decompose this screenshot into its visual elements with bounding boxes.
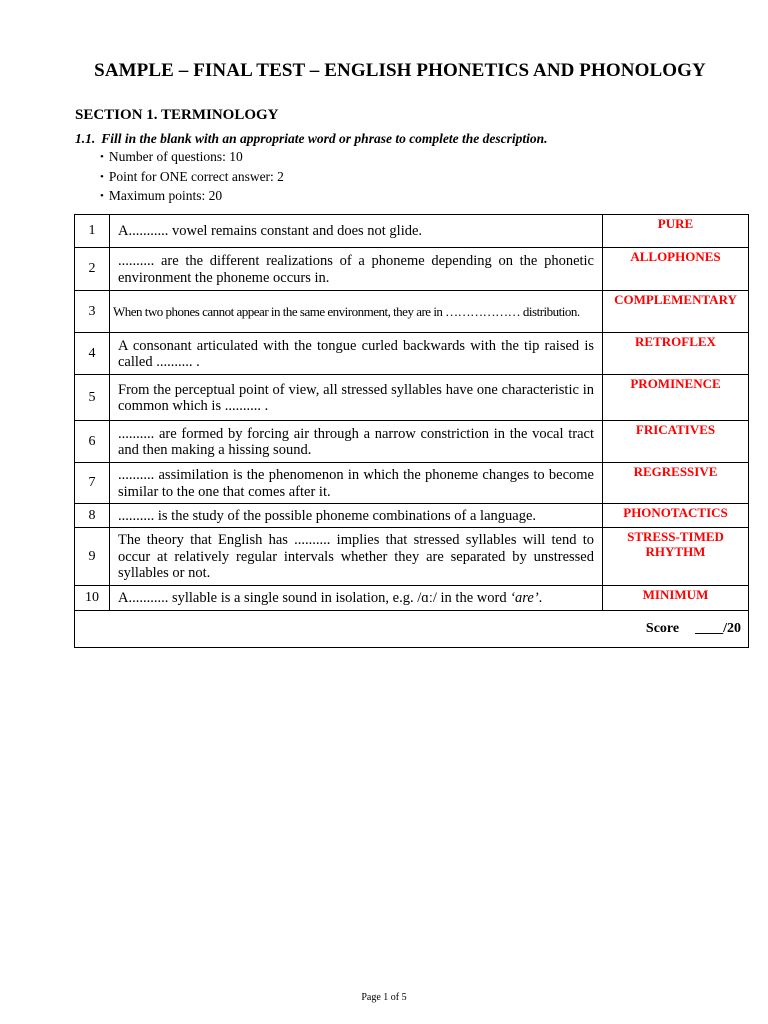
info-item-question-count: • Number of questions: 10	[100, 148, 284, 168]
answer-text: FRICATIVES	[603, 421, 749, 463]
answer-text: ALLOPHONES	[603, 248, 749, 291]
answer-text: COMPLEMENTARY	[603, 291, 749, 333]
question-number: 5	[75, 375, 110, 421]
table-row	[75, 528, 749, 586]
table-row	[75, 504, 749, 528]
section-heading: SECTION 1. TERMINOLOGY	[75, 107, 279, 123]
answer-text: PHONOTACTICS	[603, 504, 749, 528]
question-number: 4	[75, 333, 110, 375]
question-text: A consonant articulated with the tongue curled backwards with the tip raised is called .......... .	[110, 333, 603, 375]
info-item-max-points: • Maximum points: 20	[100, 187, 284, 207]
question-text: .......... are formed by forcing air through a narrow constriction in the vocal tract and then making a hissing sound.	[110, 421, 603, 463]
table-row	[75, 291, 749, 333]
question-text-italic: ‘are’	[510, 590, 539, 607]
table-row	[75, 333, 749, 375]
question-info-list	[100, 148, 284, 207]
question-text: From the perceptual point of view, all stressed syllables have one characteristic in common which is .......... .	[110, 375, 603, 421]
table-row	[75, 375, 749, 421]
info-item-points-per-answer: • Point for ONE correct answer: 2	[100, 168, 284, 188]
instruction-number: 1.1.	[75, 131, 96, 146]
question-number: 1	[75, 215, 110, 248]
question-number: 6	[75, 421, 110, 463]
page-footer: Page 1 of 5	[361, 992, 407, 1003]
table-row	[75, 463, 749, 504]
question-text: .......... are the different realizations of a phoneme depending on the phonetic environment the phoneme occurs in.	[110, 248, 603, 291]
question-number: 2	[75, 248, 110, 291]
table-row	[75, 586, 749, 611]
question-text: When two phones cannot appear in the same environment, they are in ……………… distribution.	[110, 291, 603, 333]
table-row	[75, 421, 749, 463]
score-value: ____/20	[695, 621, 741, 636]
instruction	[75, 131, 548, 147]
question-text: .......... assimilation is the phenomenon in which the phoneme changes to become similar to the one that comes after it.	[110, 463, 603, 504]
answer-text: PURE	[603, 215, 749, 248]
question-number: 8	[75, 504, 110, 528]
question-number: 3	[75, 291, 110, 333]
document-title: SAMPLE – FINAL TEST – ENGLISH PHONETICS AND PHONOLOGY	[94, 60, 706, 81]
answer-text: PROMINENCE	[603, 375, 749, 421]
question-text	[110, 586, 603, 611]
question-text: .......... is the study of the possible phoneme combinations of a language.	[110, 504, 603, 528]
question-number: 10	[75, 586, 110, 611]
question-text-end: .	[538, 590, 543, 607]
question-text: A........... vowel remains constant and does not glide.	[110, 215, 603, 248]
score-cell	[75, 611, 749, 648]
questions-table	[74, 214, 749, 648]
score-label: Score	[645, 621, 680, 636]
table-row	[75, 215, 749, 248]
answer-text: REGRESSIVE	[603, 463, 749, 504]
question-text-start: A........... syllable is a single sound in isolation, e.g. /ɑː/ in the word	[118, 590, 511, 607]
answer-text: RETROFLEX	[603, 333, 749, 375]
table-row	[75, 248, 749, 291]
answer-text: STRESS-TIMED RHYTHM	[603, 528, 749, 586]
answer-text: MINIMUM	[603, 586, 749, 611]
instruction-text: Fill in the blank with an appropriate word or phrase to complete the description.	[101, 131, 548, 146]
score-row	[75, 611, 749, 648]
question-number: 9	[75, 528, 110, 586]
question-number: 7	[75, 463, 110, 504]
question-text: The theory that English has .......... implies that stressed syllables will tend to occur at relatively regular intervals whether they are separated by unstressed syllables or not.	[110, 528, 603, 586]
